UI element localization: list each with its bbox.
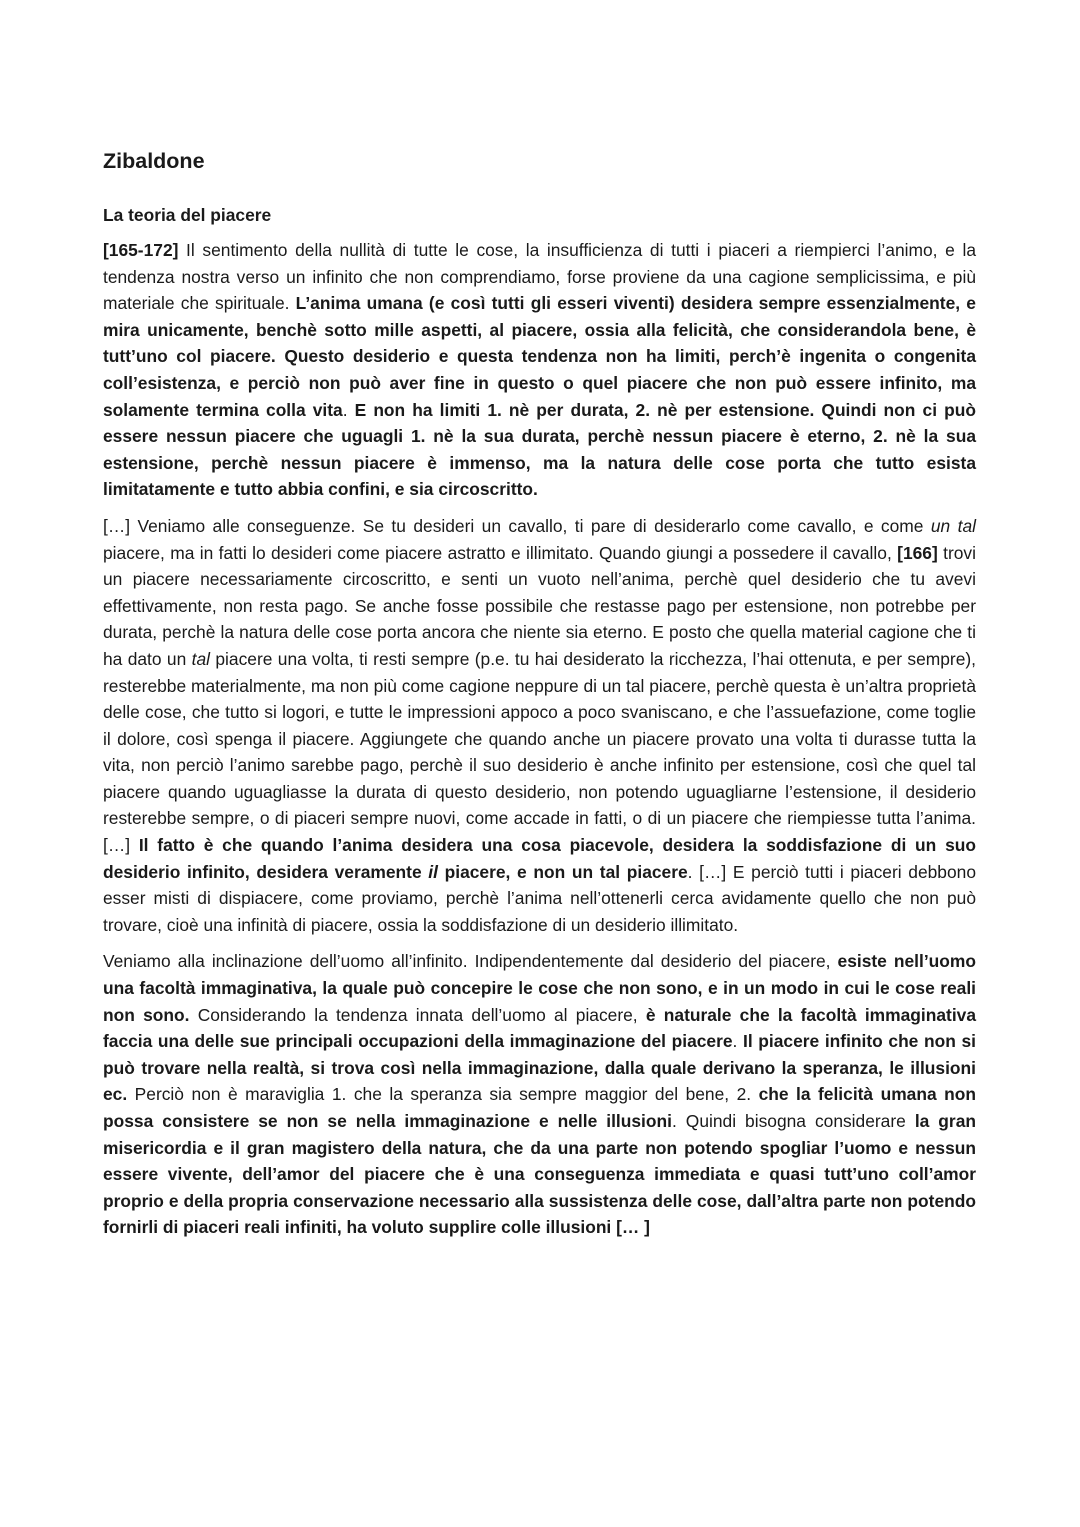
document-title: Zibaldone [103, 149, 205, 173]
text-run: Considerando la tendenza innata dell’uomo al piacere, [189, 1004, 646, 1025]
paragraph [103, 237, 976, 503]
bold-text: E non ha limiti 1. nè per durata, 2. nè per estensione. Quindi non ci può essere nessun piacere che uguagli 1. nè la sua durata, perchè nessun piacere è eterno, 2. nè la sua estensione, perchè nessun piacere è immenso, ma la natura delle cose porta che tutto esista limitatamente e tutto abbia confini, e sia circoscritto. [103, 399, 976, 500]
body-text [103, 237, 976, 1241]
paragraph [103, 513, 976, 939]
paragraph [103, 948, 976, 1241]
bold-text: che la felicità umana non possa consistere se non se nella immaginazione e nelle illusioni [103, 1084, 976, 1131]
bold-text: [165-172] [103, 240, 179, 260]
italic-text: tal [191, 648, 211, 669]
text-run: . [732, 1031, 743, 1052]
bold-text: esiste nell’uomo una facoltà immaginativa, la quale può concepire le cose che non sono, e in un modo in cui le cose reali non sono. [103, 951, 976, 1025]
text-run: . [342, 399, 355, 420]
text-run: piacere, ma in fatti lo desideri come piacere astratto e illimitato. Quando giungi a possedere il cavallo, [103, 542, 898, 563]
text-run: Il sentimento della nullità di tutte le cose, la insufficienza di tutti i piaceri a riempierci l’animo, e la tendenza nostra verso un infinito che non comprendiamo, forse proviene da una cagione semplicissima, e più materiale che spirituale. [103, 240, 976, 314]
bold-text: piacere, e non un tal piacere [437, 861, 688, 882]
section-title: La teoria del piacere [103, 205, 272, 225]
text-run: […] Veniamo alle conseguenze. Se tu desideri un cavallo, ti pare di desiderarlo come cavallo, e come [103, 515, 931, 536]
text-run: trovi un piacere necessariamente circoscritto, e senti un vuoto nell’anima, perchè quel desiderio che tu avevi effettivamente, non resta pago. Se anche fosse possibile che restasse pago per estensione, non potrebbe per durata, perchè la natura delle cose porta ancora che niente sia eterno. E posto che quella material cagione che ti ha dato un [103, 542, 976, 669]
bold-text: il [428, 861, 438, 882]
bold-text: [166] [897, 542, 938, 563]
text-run: . Quindi bisogna considerare [671, 1111, 915, 1131]
bold-text: è naturale che la facoltà immaginativa faccia una delle sue principali occupazioni della immaginazione del piacere [103, 1004, 976, 1052]
bold-text: L’anima umana (e così tutti gli esseri viventi) desidera sempre essenzialmente, e mira unicamente, benchè sotto mille aspetti, al piacere, ossia alla felicità, che considerandola bene, è tutt’uno col piacere. Questo desiderio e questa tendenza non ha limiti, perch’è ingenita o congenita coll’esistenza, e perciò non può aver fine in questo o quel piacere che non può essere infinito, ma solamente termina colla vita [103, 293, 976, 420]
bold-text: la gran misericordia e il gran magistero della natura, che da una parte non potendo spogliar l’uomo e nessun essere vivente, dell’amor del piacere che è una conseguenza immediata e quasi tutt’uno coll’amor proprio e della propria conservazione necessario alla sussistenza delle cose, dall’altra parte non potendo fornirli di piaceri reali infiniti, ha voluto supplire colle illusioni [… ] [103, 1111, 976, 1238]
italic-text: un tal [930, 515, 976, 536]
text-run: Perciò non è maraviglia 1. che la speranza sia sempre maggior del bene, 2. [127, 1084, 759, 1105]
bold-text: Il piacere infinito che non si può trovare nella realtà, si trova così nella immaginazione, dalla quale derivano la speranza, le illusioni ec. [103, 1031, 976, 1105]
text-run: Veniamo alla inclinazione dell’uomo all’infinito. Indipendentemente dal desiderio del piacere, [103, 951, 838, 972]
bold-text: Il fatto è che quando l’anima desidera una cosa piacevole, desidera la soddisfazione di un suo desiderio infinito, desidera veramente [103, 835, 977, 882]
text-run: . […] E perciò tutti i piaceri debbono esser misti di dispiacere, come proviamo, perchè l’anima nell’ottenerli cerca avidamente quello che non può trovare, cioè una infinità di piacere, ossia la soddisfazione di un desiderio illimitato. [103, 861, 976, 935]
text-run: piacere una volta, ti resti sempre (p.e. tu hai desiderato la ricchezza, l’hai ottenuta, e per sempre), resterebbe materialmente, ma non più come cagione neppure di un tal piacere, perchè questa è un’altra proprietà delle cose, che tutto si logori, e tutte le impressioni appoco a poco svaniscano, e che l’assuefazione, come toglie il dolore, così spenga il piacere. Aggiungete che quando anche un piacere provato una volta ti durasse tutta la vita, non perciò l’animo sarebbe pago, perchè il suo desiderio è anche infinito per estensione, così che quel tal piacere quando uguagliasse la durata di questo desiderio, non potendo uguagliarne l’estensione, il desiderio resterebbe sempre, o di piaceri sempre nuovi, come accade in fatti, o di un piacere che riempiesse tutta l’anima.[…] [103, 648, 977, 856]
